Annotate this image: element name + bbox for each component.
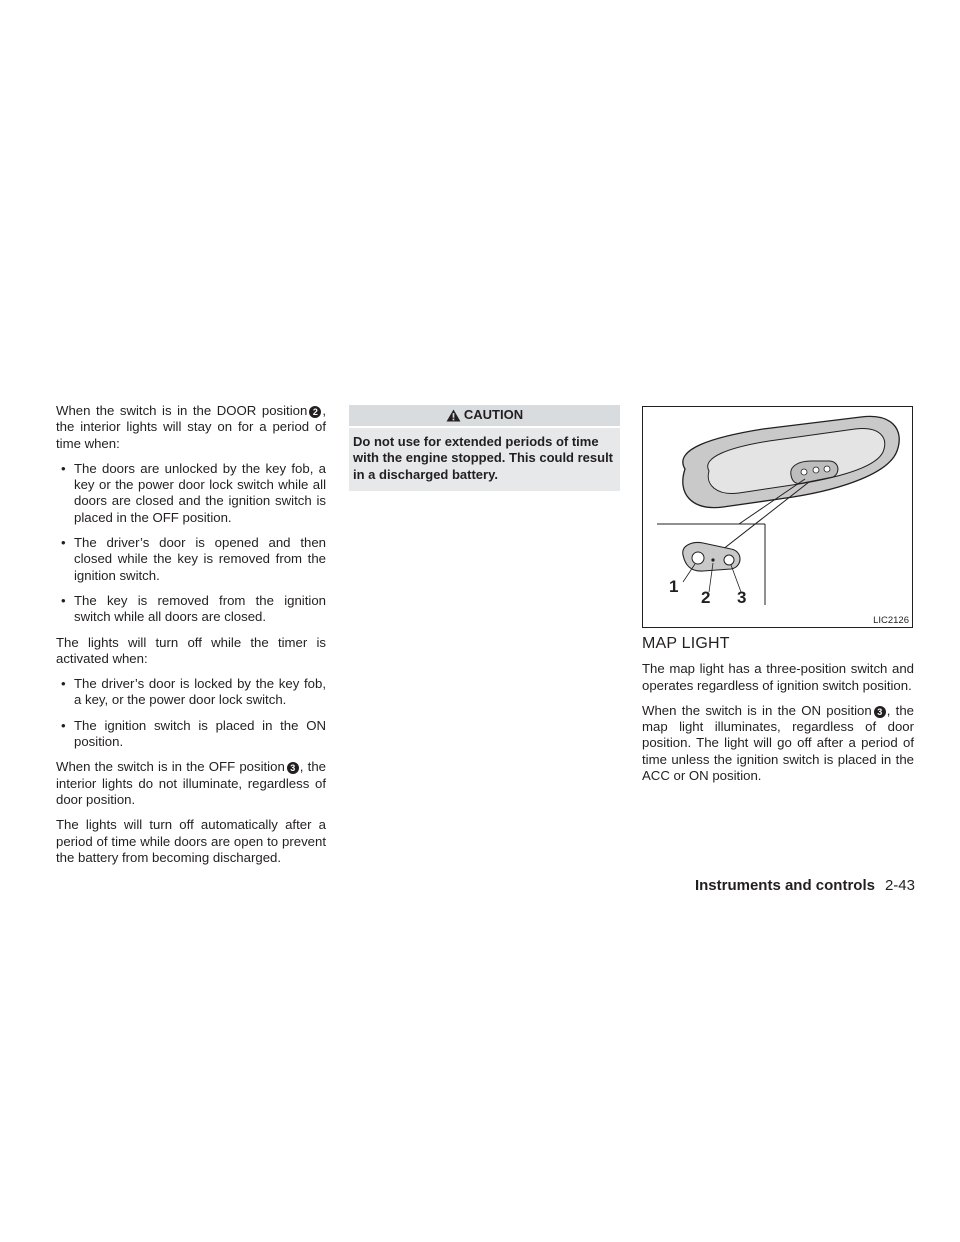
bullet-item: • The driver’s door is opened and then closed while the key is removed from the ignition switch.: [61, 535, 326, 583]
bullet-item: • The doors are unlocked by the key fob, a key or the power door lock switch while all doors are closed and the ignition switch is placed in the OFF position.: [61, 460, 326, 525]
timer-paragraph: The lights will turn off while the timer is activated when:: [56, 634, 326, 666]
circled-number-2: 2: [309, 406, 321, 418]
page-number: 2-43: [884, 877, 915, 894]
bullet-item: • The ignition switch is placed in the ON position.: [61, 717, 326, 750]
bullet-dot: •: [61, 592, 66, 608]
auto-off-paragraph: The lights will turn off automatically after a period of time while doors are open to prevent the battery from becoming discharged.: [56, 817, 326, 865]
page-footer: [695, 877, 915, 894]
figure-code: LIC2126: [873, 615, 909, 626]
map-light-section: [642, 636, 914, 793]
circled-number-3: 3: [874, 706, 886, 718]
caution-heading: CAUTION: [463, 407, 524, 423]
left-column: [56, 403, 326, 875]
caution-header: [349, 405, 620, 428]
bullet-dot: •: [61, 676, 66, 692]
off-position-paragraph: When the switch is in the OFF position 3 , the interior lights do not illuminate, regardless of door position.: [56, 759, 326, 807]
map-light-paragraph-2: When the switch is in the ON position 3 , the map light illuminates, regardless of door position. The light will go off after a period of time unless the ignition switch is placed in the ACC or ON position.: [642, 702, 914, 784]
map-light-illustration: [642, 406, 913, 628]
caution-box: [349, 405, 620, 491]
map-light-paragraph-1: The map light has a three-position switch and operates regardless of ignition switch position.: [642, 661, 914, 693]
circled-number-3: 3: [287, 762, 299, 774]
bullet-item: • The key is removed from the ignition switch while all doors are closed.: [61, 592, 326, 625]
map-light-drawing: [643, 407, 912, 627]
bullet-item: • The driver’s door is locked by the key fob, a key, or the power door lock switch.: [61, 676, 326, 708]
bullet-dot: •: [61, 717, 66, 733]
callout-3: 3: [737, 588, 747, 607]
door-position-paragraph: When the switch is in the DOOR position 2 , the interior lights will stay on for a period of time when:: [56, 403, 326, 451]
section-title: MAP LIGHT: [642, 635, 730, 652]
bullet-dot: •: [61, 535, 66, 551]
bullet-dot: •: [61, 460, 66, 476]
callout-1: 1: [669, 577, 679, 596]
callout-2: 2: [701, 588, 711, 607]
warning-icon: [446, 409, 461, 422]
caution-text: Do not use for extended periods of time with the engine stopped. This could result in a discharged battery.: [349, 428, 620, 491]
footer-section-name: Instruments and controls: [694, 877, 875, 894]
